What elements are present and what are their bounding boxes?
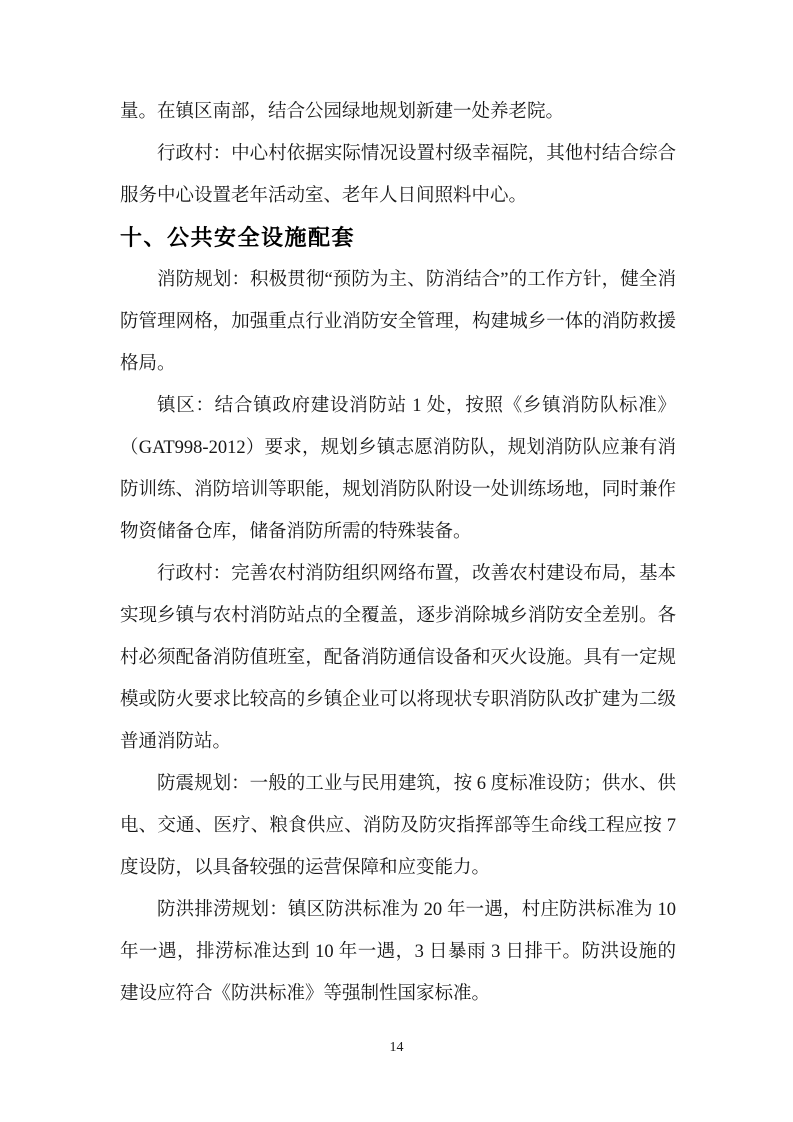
section-heading-public-safety: 十、公共安全设施配套 bbox=[120, 225, 356, 250]
page-number: 14 bbox=[389, 1040, 404, 1055]
paragraph-fire-planning: 消防规划：积极贯彻“预防为主、防消结合”的工作方针，健全消防管理网格，加强重点行业消防安全管理，构建城乡一体的消防救援格局。 bbox=[120, 270, 676, 374]
page-body bbox=[120, 91, 676, 1015]
paragraph-earthquake-planning: 防震规划：一般的工业与民用建筑，按 6 度标准设防；供水、供电、交通、医疗、粮食供应、消防及防灾指挥部等生命线工程应按 7 度设防，以具备较强的运营保障和应变能力。 bbox=[120, 774, 676, 878]
paragraph-flood-control-planning: 防洪排涝规划：镇区防洪标准为 20 年一遇，村庄防洪标准为 10 年一遇，排涝标准达到 10 年一遇，3 日暴雨 3 日排干。防洪设施的建设应符合《防洪标准》等强制性国家标准。 bbox=[120, 900, 676, 1004]
paragraph-town-fire-station: 镇区：结合镇政府建设消防站 1 处，按照《乡镇消防队标准》（GAT998-2012）要求，规划乡镇志愿消防队，规划消防队应兼有消防训练、消防培训等职能，规划消防队附设一处训练场地，同时兼作物资储备仓库，储备消防所需的特殊装备。 bbox=[120, 396, 676, 542]
paragraph-continuation: 量。在镇区南部，结合公园绿地规划新建一处养老院。 bbox=[120, 102, 565, 122]
paragraph-village-fire: 行政村：完善农村消防组织网络布置，改善农村建设布局，基本实现乡镇与农村消防站点的全覆盖，逐步消除城乡消防安全差别。各村必须配备消防值班室，配备消防通信设备和灭火设施。具有一定规模或防火要求比较高的乡镇企业可以将现状专职消防队改扩建为二级普通消防站。 bbox=[120, 564, 676, 752]
paragraph-elderly-services: 行政村：中心村依据实际情况设置村级幸福院，其他村结合综合服务中心设置老年活动室、老年人日间照料中心。 bbox=[120, 144, 676, 206]
